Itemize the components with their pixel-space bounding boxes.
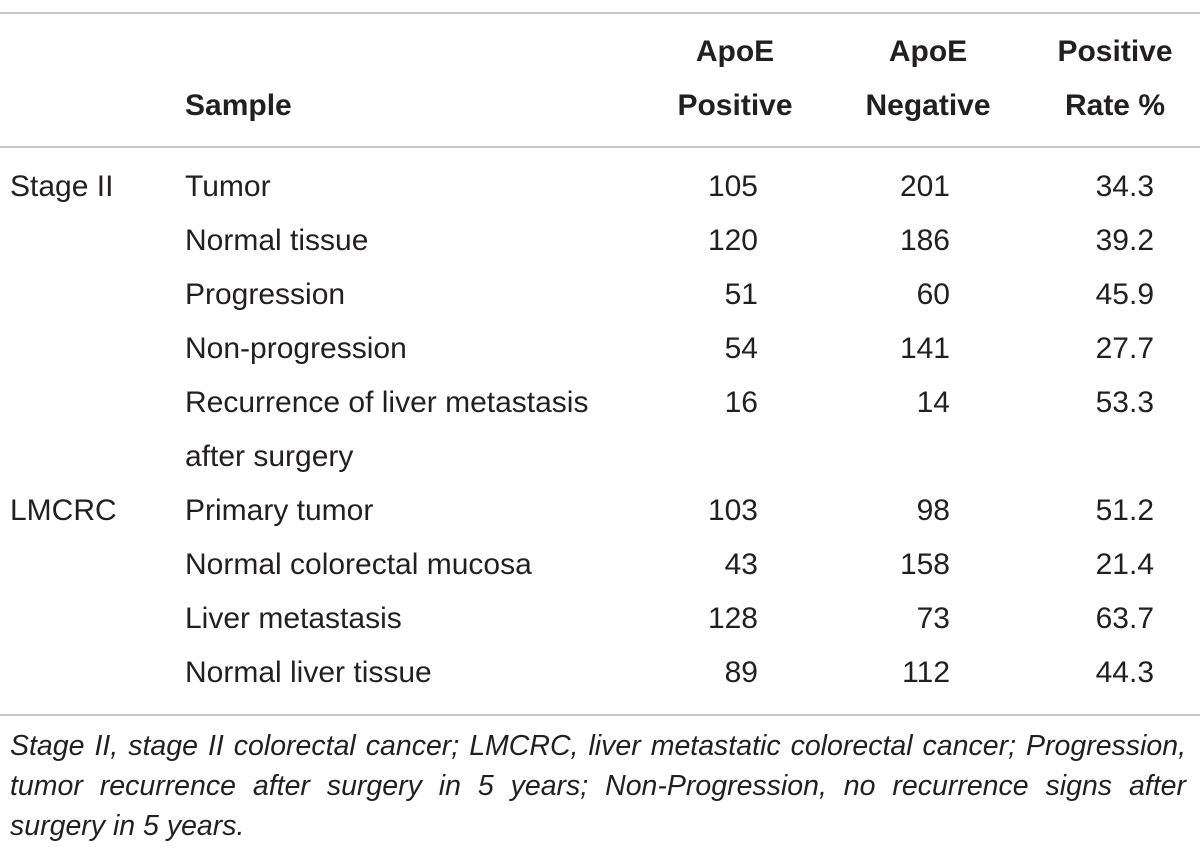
row-positive-rate: 51.2	[1095, 494, 1154, 527]
row-positive-rate: 63.7	[1095, 602, 1154, 635]
header-positive-rate-line2: Rate %	[1064, 89, 1166, 122]
row-apoe-positive: 128	[707, 602, 758, 635]
row-sample: Recurrence of liver metastasis	[185, 386, 589, 419]
row-sample: Normal liver tissue	[185, 656, 432, 689]
row-apoe-negative: 60	[916, 278, 950, 311]
row-apoe-negative: 73	[916, 602, 950, 635]
row-apoe-negative: 112	[902, 656, 950, 689]
row-apoe-positive: 89	[724, 656, 758, 689]
table-footnote: Stage II, stage II colorectal cancer; LMCRC, liver metastatic colorectal cancer; Progression, tumor recurrence after surgery in 5 years; Non-Progression, no recurrence signs after surgery in 5 years.	[10, 730, 1186, 842]
header-apoe-positive-line2: Positive	[677, 89, 793, 122]
row-apoe-positive: 43	[724, 548, 758, 581]
row-sample: Normal tissue	[185, 224, 369, 257]
row-apoe-negative: 186	[899, 224, 950, 257]
row-positive-rate: 44.3	[1095, 656, 1154, 689]
header-rule	[0, 146, 1200, 148]
row-sample: Tumor	[185, 170, 271, 203]
header-positive-rate-line1: Positive	[1057, 35, 1173, 68]
row-apoe-positive: 54	[724, 332, 758, 365]
row-apoe-negative: 98	[916, 494, 950, 527]
row-group-label: Stage II	[10, 170, 114, 203]
row-apoe-positive: 120	[707, 224, 758, 257]
row-positive-rate: 21.4	[1095, 548, 1154, 581]
row-apoe-positive: 103	[707, 494, 758, 527]
row-sample: Non-progression	[185, 332, 407, 365]
row-positive-rate: 34.3	[1095, 170, 1154, 203]
row-apoe-negative: 158	[899, 548, 950, 581]
row-group-label: LMCRC	[10, 494, 117, 527]
top-rule	[0, 12, 1200, 14]
header-apoe-negative-line2: Negative	[865, 89, 991, 122]
row-apoe-negative: 201	[899, 170, 950, 203]
row-positive-rate: 45.9	[1095, 278, 1154, 311]
row-sample: Normal colorectal mucosa	[185, 548, 532, 581]
row-positive-rate: 39.2	[1095, 224, 1154, 257]
row-apoe-negative: 14	[916, 386, 950, 419]
bottom-rule	[0, 714, 1200, 716]
row-positive-rate: 53.3	[1095, 386, 1154, 419]
row-apoe-positive: 51	[724, 278, 758, 311]
row-positive-rate: 27.7	[1095, 332, 1154, 365]
row-sample-continuation: after surgery	[185, 440, 354, 473]
row-sample: Progression	[185, 278, 346, 311]
row-apoe-positive: 105	[707, 170, 758, 203]
header-apoe-negative-line1: ApoE	[888, 35, 968, 68]
row-apoe-positive: 16	[724, 386, 758, 419]
header-sample: Sample	[185, 89, 292, 122]
row-apoe-negative: 141	[899, 332, 950, 365]
row-sample: Liver metastasis	[185, 602, 402, 635]
row-sample: Primary tumor	[185, 494, 374, 527]
header-apoe-positive-line1: ApoE	[695, 35, 775, 68]
